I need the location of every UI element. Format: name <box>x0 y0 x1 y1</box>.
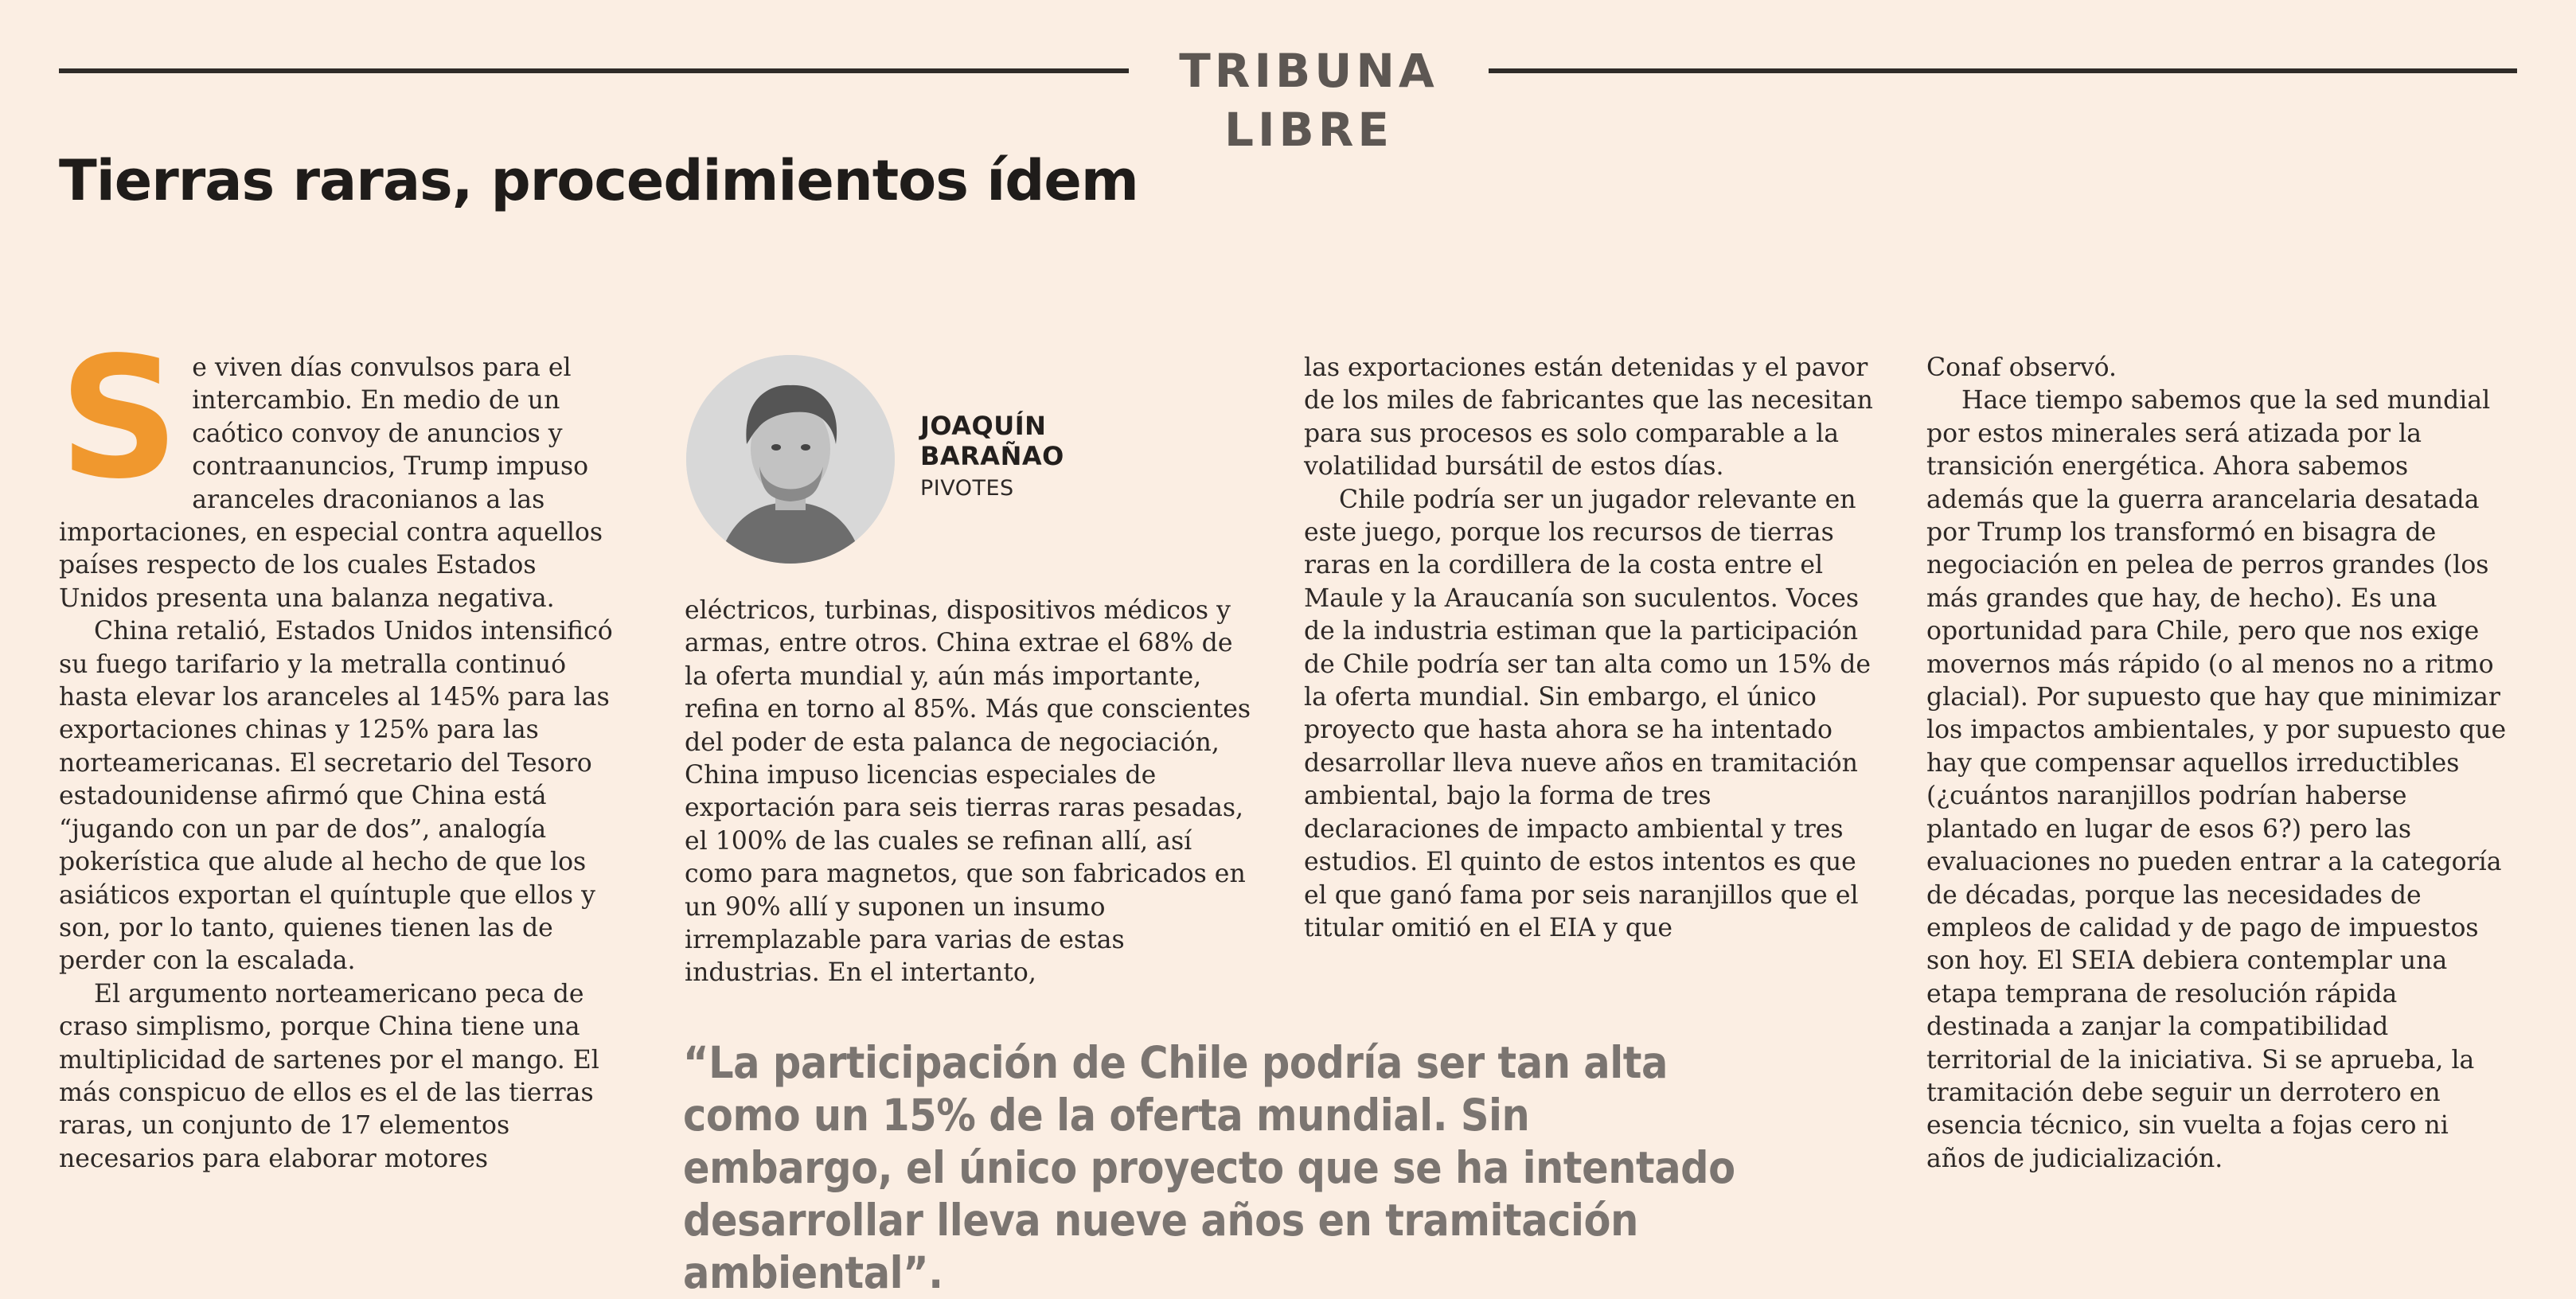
article-column-2 <box>685 595 1259 990</box>
author-last-name: BARAÑAO <box>920 441 1064 471</box>
author-name <box>920 411 1159 471</box>
paragraph: China retalió, Estados Unidos intensificó su fuego tarifario y la metralla continuó hasta elevar los aranceles al 145% para las exportaciones chinas y 125% para las norteamericanas. El secretario del Tesoro estadounidense afirmó que China está “jugando con un par de dos”, analogía pokerística que alude al hecho de que los asiáticos exportan el quíntuple que ellos y son, por lo tanto, quienes tienen las de perder con la escalada. <box>59 617 613 976</box>
article-column-3 <box>1304 352 1879 945</box>
author-portrait-icon <box>686 355 895 564</box>
paragraph: eléctricos, turbinas, dispositivos médicos y armas, entre otros. China extrae el 68% de la oferta mundial y, aún más importante, refina en torno al 85%. Más que conscientes del poder de esta palanca de negociación, China impuso licencias especiales de exportación para seis tierras raras pesadas, el 100% de las cuales se refinan allí, así como para magnetos, que son fabricados en un 90% allí y suponen un insumo irremplazable para varias de estas industrias. En el intertanto, <box>685 596 1251 988</box>
paragraph: e viven días convulsos para el intercambio. En medio de un caótico convoy de anuncios y contraanuncios, Trump impuso aranceles draconianos a las importaciones, en especial contra aquellos países respecto de los cuales Estados Unidos presenta una balanza negativa. <box>59 353 603 613</box>
paragraph: El argumento norteamericano peca de craso simplismo, porque China tiene una multiplicidad de sartenes por el mango. El más conspicuo de ellos es el de las tierras raras, un conjunto de 17 elementos necesarios para elaborar motores <box>59 979 599 1173</box>
author-avatar <box>686 355 895 564</box>
section-rule-left <box>59 68 1129 73</box>
article-column-1 <box>59 321 630 1176</box>
article-column-4 <box>1926 352 2512 1176</box>
author-first-name: JOAQUÍN <box>920 411 1047 441</box>
paragraph: las exportaciones están detenidas y el pavor de los miles de fabricantes que las necesitan para sus procesos es solo comparable a la volatilidad bursátil de estos días. <box>1304 353 1873 482</box>
author-box <box>685 355 1259 570</box>
drop-cap: S <box>59 321 180 516</box>
section-rule-right <box>1489 68 2517 73</box>
paragraph: Chile podría ser un jugador relevante en este juego, porque los recursos de tierras raras en la cordillera de la costa entre el Maule y la Araucanía son suculentos. Voces de la industria estiman que la participación de Chile podría ser tan alta como un 15% de la oferta mundial. Sin embargo, el único proyecto que hasta ahora se ha intentado desarrollar lleva nueve años en tramitación ambiental, bajo la forma de tres declaraciones de impacto ambiental y tres estudios. El quinto de estos intentos es que el que ganó fama por seis naranjillos que el titular omitió en el EIA y que <box>1304 485 1872 942</box>
paragraph: Conaf observó. <box>1926 353 2117 382</box>
paragraph: Hace tiempo sabemos que la sed mundial por estos minerales será atizada por la transición energética. Ahora sabemos además que la guerra arancelaria desatada por Trump los transformó en bisagra de negociación en pelea de perros grandes (los más grandes que hay, de hecho). Es una oportunidad para Chile, pero que nos exige movernos más rápido (o al menos no a ritmo glacial). Por supuesto que hay que minimizar los impactos ambientales, y por supuesto que hay que compensar aquellos irreductibles (¿cuántos naranjillos podrían haberse plantado en lugar de esos 6?) pero las evaluaciones no pueden entrar a la categoría de décadas, porque las necesidades de empleos de calidad y de pago de impuestos son hoy. El SEIA debiera contemplar una etapa temprana de resolución rápida destinada a zanjar la compatibilidad territorial de la iniciativa. Si se aprueba, la tramitación debe seguir un derrotero en esencia técnico, sin vuelta a fojas cero ni años de judicialización. <box>1926 386 2507 1173</box>
author-column-name: PIVOTES <box>920 476 1014 501</box>
article-headline: Tierras raras, procedimientos ídem <box>59 148 1138 213</box>
section-header <box>59 41 2517 157</box>
section-kicker: TRIBUNA LIBRE <box>1179 44 1438 157</box>
pull-quote: “La participación de Chile podría ser tan alta como un 15% de la oferta mundial. Sin embargo, el único proyecto que se ha intentado desarrollar lleva nueve años en tramitación ambiental”. <box>683 1037 1735 1298</box>
